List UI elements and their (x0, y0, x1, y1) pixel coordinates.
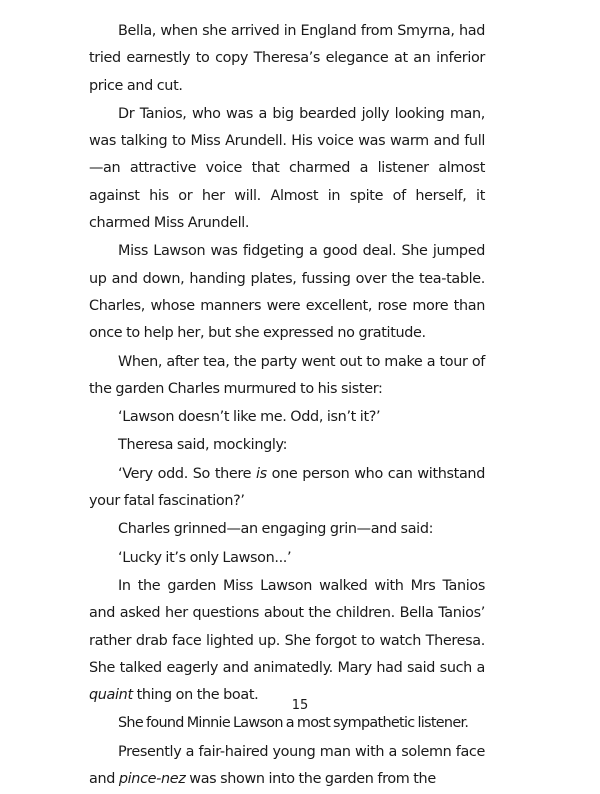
book-page-text (89, 18, 485, 794)
emphasis: pince-nez (118, 771, 186, 788)
paragraph: Theresa said, mockingly: (118, 437, 288, 454)
emphasis: is (256, 465, 267, 482)
paragraph (89, 573, 485, 709)
paragraph-text: In the garden Miss Lawson walked with Mrs Tanios and asked her questions about the children. Bella Tanios’ rather drab face lighted up. She forgot to watch Theresa. She talked eagerly and animatedly. Mary had said such a (89, 577, 485, 676)
page-number: 15 (291, 698, 309, 713)
paragraph: Charles grinned—an engaging grin—and said: (118, 521, 434, 538)
paragraph-text: one person who can withstand your fatal fascination?’ (89, 465, 485, 510)
paragraph: Dr Tanios, who was a big bearded jolly looking man, was talking to Miss Arundell. His voice was warm and full—an attractive voice that charmed a listener almost against his or her will. Almost in spite of herself, it charmed Miss Arundell. (89, 105, 485, 232)
paragraph: ‘Lawson doesn’t like me. Odd, isn’t it?’ (118, 409, 381, 426)
paragraph-text: ‘Very odd. So there (118, 465, 256, 482)
paragraph-text: was shown into the garden from the (185, 771, 436, 788)
paragraph-text: thing on the boat. (132, 687, 259, 704)
paragraph-text: Presently a fair-haired young man with a solemn face and (89, 743, 485, 788)
paragraph: When, after tea, the party went out to make a tour of the garden Charles murmured to his sister: (89, 353, 485, 397)
paragraph (89, 739, 485, 794)
paragraph: She found Minnie Lawson a most sympathetic listener. (118, 715, 469, 732)
paragraph: ‘Lucky it’s only Lawson...’ (118, 549, 292, 566)
emphasis: quaint (89, 687, 133, 704)
paragraph: Bella, when she arrived in England from Smyrna, had tried earnestly to copy Theresa’s elegance at an inferior price and cut. (89, 23, 485, 94)
paragraph (89, 461, 485, 516)
paragraph: Miss Lawson was fidgeting a good deal. She jumped up and down, handing plates, fussing over the tea-table. Charles, whose manners were excellent, rose more than once to help her, but she expressed no gratitude. (89, 243, 485, 342)
